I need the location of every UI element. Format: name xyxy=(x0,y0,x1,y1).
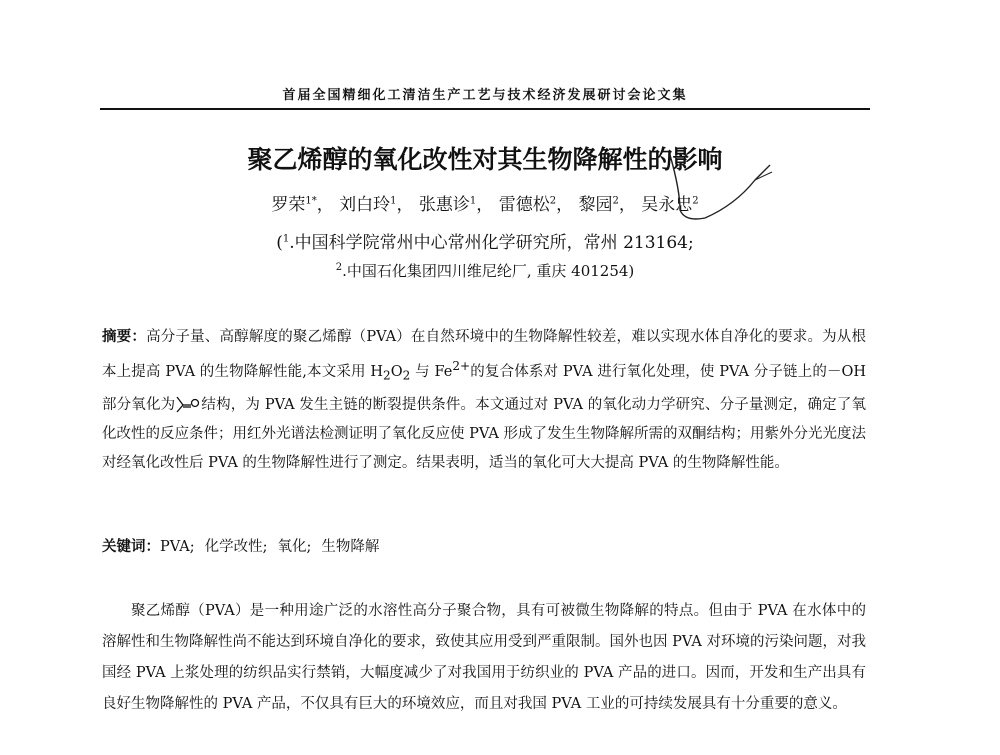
keywords-label: 关键词： xyxy=(102,539,160,555)
keyword: PVA; xyxy=(160,539,195,555)
affiliation-2: $^2$.中国石化集团四川维尼纶厂, 重庆 401254) xyxy=(335,262,635,280)
affiliation-1: ($^1$.中国科学院常州中心常州化学研究所，常州 213164; xyxy=(276,233,694,253)
header-rule xyxy=(100,108,870,110)
abstract-label: 摘要： xyxy=(102,329,147,345)
author-2: 刘白玲$^1$ xyxy=(339,195,397,215)
author-6: 吴永忠$^2$ xyxy=(641,195,699,215)
paper-title: 聚乙烯醇的氧化改性对其生物降解性的影响 xyxy=(247,145,723,174)
keyword: 生物降解 xyxy=(321,539,380,555)
handwritten-signature-mark xyxy=(660,150,780,230)
carbonyl-structure-icon xyxy=(175,395,201,413)
abstract: 摘要：高分子量、高醇解度的聚乙烯醇（PVA）在自然环境中的生物降解性较差，难以实现水体自净化的要求。为从根本上提高 PVA 的生物降解性能,本文采用 $H_2O_2$ 与 $Fe^{2+}$的复合体系对 PVA 进行氧化处理，使 PVA 分子链上的－OH 部分氧化为 结构，为 PVA 发生主链的断裂提供条件。本文通过对 PVA 的氧化动力学研究、分子量测定，确定了氧化改性的反应条件；用红外光谱法检测证明了氧化反应使 PVA 形成了发生生物降解所需的双酮结构；用紫外分光光度法对经氧化改性后 PVA 的生物降解性进行了测定。结果表明，适当的氧化可大大提高 PVA 的生物降解性能。 xyxy=(102,329,867,471)
author-4: 雷德松$^2$ xyxy=(498,195,557,215)
running-header: 首届全国精细化工清洁生产工艺与技术经济发展研讨会论文集 xyxy=(282,88,688,103)
keywords xyxy=(102,533,866,562)
author-1: 罗荣$^{1*}$ xyxy=(271,195,317,215)
intro-paragraph: 聚乙烯醇（PVA）是一种用途广泛的水溶性高分子聚合物，具有可被微生物降解的特点。但由于 PVA 在水体中的溶解性和生物降解性尚不能达到环境自净化的要求，致使其应用受到严重限制。国外也因 PVA 对环境的污染问题，对我国经 PVA 上浆处理的纺织品实行禁销，大幅度减少了对我国用于纺织业的 PVA 产品的进口。因而，开发和生产出具有良好生物降解性的 PVA 产品，不仅具有巨大的环境效应，而且对我国 PVA 工业的可持续发展具有十分重要的意义。 xyxy=(102,603,866,712)
author-3: 张惠诊$^1$ xyxy=(418,195,477,215)
author-5: 黎园$^2$ xyxy=(578,195,619,215)
keyword: 氧化; xyxy=(277,539,312,555)
keyword: 化学改性; xyxy=(204,539,268,555)
author-list: 罗荣$^{1*}$， 刘白玲$^1$， 张惠诊$^1$， 雷德松$^2$， 黎园$^2$， 吴永忠$^2$ xyxy=(271,195,699,215)
